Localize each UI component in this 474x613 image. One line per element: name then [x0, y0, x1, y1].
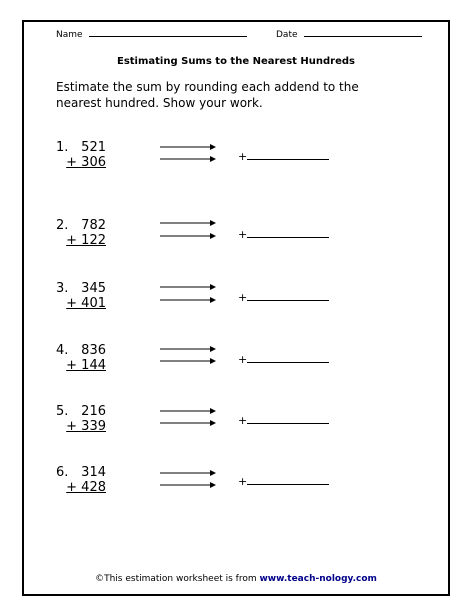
- date-line[interactable]: [304, 28, 422, 37]
- addend-2: + 144: [66, 358, 106, 373]
- answer-prefix: +: [238, 353, 248, 366]
- addend-1: 216: [81, 404, 106, 419]
- answer-field[interactable]: [238, 414, 329, 427]
- arrow-icon: [160, 219, 216, 227]
- addend-2: + 339: [66, 419, 106, 434]
- problem-3: [0, 281, 474, 321]
- arrow-icon: [160, 345, 216, 353]
- answer-prefix: +: [238, 475, 248, 488]
- instructions: Estimate the sum by rounding each addend to the nearest hundred. Show your work.: [56, 80, 359, 110]
- problem-4: [0, 343, 474, 383]
- problem-number: 2.: [56, 218, 69, 233]
- addend-2: + 401: [66, 296, 106, 311]
- problem-6: [0, 465, 474, 505]
- addend-1: 314: [81, 465, 106, 480]
- arrow-icon: [160, 296, 216, 304]
- answer-prefix: +: [238, 291, 248, 304]
- arrow-icon: [160, 155, 216, 163]
- problem-2: [0, 218, 474, 258]
- name-field[interactable]: [56, 28, 247, 40]
- addend-1: 521: [81, 140, 106, 155]
- answer-prefix: +: [238, 150, 248, 163]
- problem-number: 3.: [56, 281, 69, 296]
- answer-line[interactable]: [247, 415, 329, 424]
- addend-1: 782: [81, 218, 106, 233]
- problem-number: 1.: [56, 140, 69, 155]
- addend-1: 345: [81, 281, 106, 296]
- answer-line[interactable]: [247, 292, 329, 301]
- problem-number: 4.: [56, 343, 69, 358]
- arrow-icon: [160, 407, 216, 415]
- answer-field[interactable]: [238, 150, 329, 163]
- answer-field[interactable]: [238, 228, 329, 241]
- arrow-icon: [160, 481, 216, 489]
- addend-1: 836: [81, 343, 106, 358]
- answer-prefix: +: [238, 414, 248, 427]
- answer-line[interactable]: [247, 151, 329, 160]
- addend-2: + 306: [66, 155, 106, 170]
- date-field[interactable]: [276, 28, 422, 40]
- problem-5: [0, 404, 474, 444]
- answer-line[interactable]: [247, 476, 329, 485]
- answer-prefix: +: [238, 228, 248, 241]
- answer-field[interactable]: [238, 353, 329, 366]
- footer-site-link[interactable]: www.teach-nology.com: [259, 574, 377, 584]
- arrow-icon: [160, 232, 216, 240]
- footer: [22, 574, 450, 584]
- problem-number: 6.: [56, 465, 69, 480]
- name-line[interactable]: [89, 28, 247, 37]
- arrow-icon: [160, 357, 216, 365]
- problem-1: [0, 140, 474, 180]
- answer-line[interactable]: [247, 354, 329, 363]
- answer-line[interactable]: [247, 229, 329, 238]
- date-label: Date: [276, 30, 298, 40]
- arrow-icon: [160, 143, 216, 151]
- arrow-icon: [160, 419, 216, 427]
- name-label: Name: [56, 30, 83, 40]
- answer-field[interactable]: [238, 291, 329, 304]
- worksheet-title: Estimating Sums to the Nearest Hundreds: [116, 56, 355, 67]
- answer-field[interactable]: [238, 475, 329, 488]
- arrow-icon: [160, 283, 216, 291]
- addend-2: + 428: [66, 480, 106, 495]
- addend-2: + 122: [66, 233, 106, 248]
- problem-number: 5.: [56, 404, 69, 419]
- arrow-icon: [160, 469, 216, 477]
- footer-text: ©This estimation worksheet is from: [95, 574, 260, 584]
